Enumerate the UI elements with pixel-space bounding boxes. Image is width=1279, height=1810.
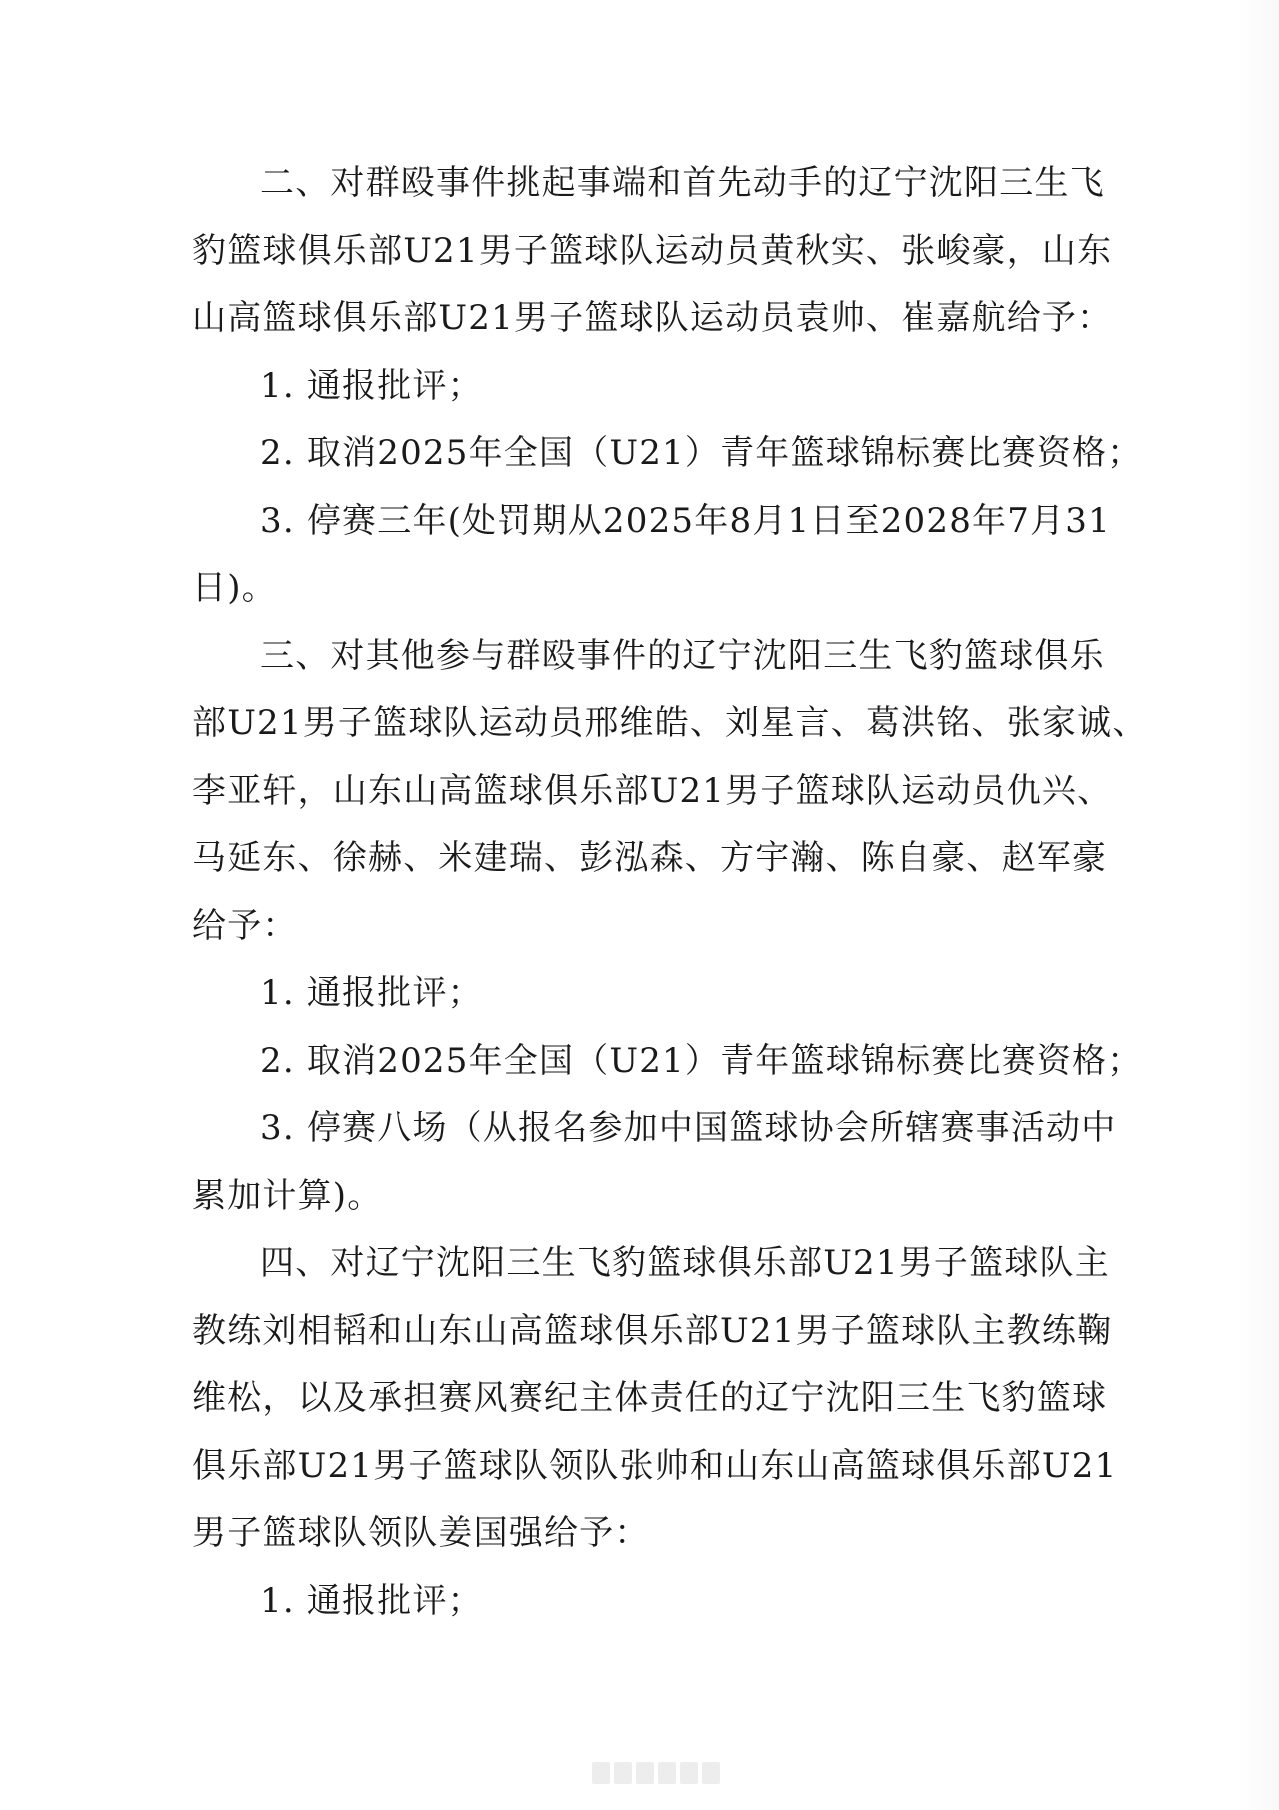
paragraph [192,1028,1143,1096]
paragraph-line: 四、对辽宁沈阳三生飞豹篮球俱乐部U21男子篮球队主 [260,1243,1110,1283]
paragraph [192,353,1092,421]
paragraph [192,420,1143,488]
paragraph [192,488,1111,623]
document-body [192,150,1148,1635]
paragraph [192,150,1113,353]
watermark-glyph [636,1762,654,1784]
paragraph-line: 2. 取消2025年全国（U21）青年篮球锦标赛比赛资格； [260,433,1143,473]
page-edge-shadow [1239,0,1279,1810]
paragraph-line: 累加计算)。 [192,1175,383,1216]
paragraph-line: 三、对其他参与群殴事件的辽宁沈阳三生飞豹篮球俱乐 [260,635,1105,676]
paragraph-line: 豹篮球俱乐部U21男子篮球队运动员黄秋实、张峻豪，山东 [192,230,1113,271]
paragraph-line: 3. 停赛三年(处罚期从2025年8月1日至2028年7月31 [260,500,1111,541]
paragraph-line: 山高篮球俱乐部U21男子篮球队运动员袁帅、崔嘉航给予： [192,298,1113,338]
watermark-logo [592,1762,752,1788]
paragraph [192,1095,1117,1230]
paragraph-line: 1. 通报批评； [260,365,483,406]
paragraph-line: 马延东、徐赫、米建瑞、彭泓森、方宇瀚、陈自豪、赵军豪 [192,838,1108,878]
paragraph-line: 二、对群殴事件挑起事端和首先动手的辽宁沈阳三生飞 [260,163,1105,203]
paragraph-line: 李亚轩，山东山高篮球俱乐部U21男子篮球队运动员仇兴、 [192,770,1113,811]
paragraph [192,1568,1092,1636]
paragraph-line: 2. 取消2025年全国（U21）青年篮球锦标赛比赛资格； [260,1040,1143,1081]
paragraph-line: 教练刘相韬和山东山高篮球俱乐部U21男子篮球队主教练鞠 [192,1310,1113,1351]
watermark-glyph [658,1762,676,1784]
paragraph-line: 给予： [192,905,298,946]
paragraph [192,1230,1118,1568]
paragraph-line: 1. 通报批评； [260,973,483,1013]
watermark-glyph [592,1762,610,1784]
paragraph-line: 维松，以及承担赛风赛纪主体责任的辽宁沈阳三生飞豹篮球 [192,1378,1108,1418]
paragraph-line: 1. 通报批评； [260,1580,483,1621]
watermark-glyph [702,1762,720,1784]
watermark-glyph [614,1762,632,1784]
paragraph [192,623,1148,961]
paragraph-line: 日)。 [192,568,277,608]
watermark-glyph [680,1762,698,1784]
paragraph-line: 男子篮球队领队姜国强给予： [192,1513,650,1553]
paragraph [192,960,1092,1028]
paragraph-line: 俱乐部U21男子篮球队领队张帅和山东山高篮球俱乐部U21 [192,1445,1118,1486]
paragraph-line: 3. 停赛八场（从报名参加中国篮球协会所辖赛事活动中 [260,1108,1117,1148]
paragraph-line: 部U21男子篮球队运动员邢维皓、刘星言、葛洪铭、张家诚、 [192,703,1148,743]
